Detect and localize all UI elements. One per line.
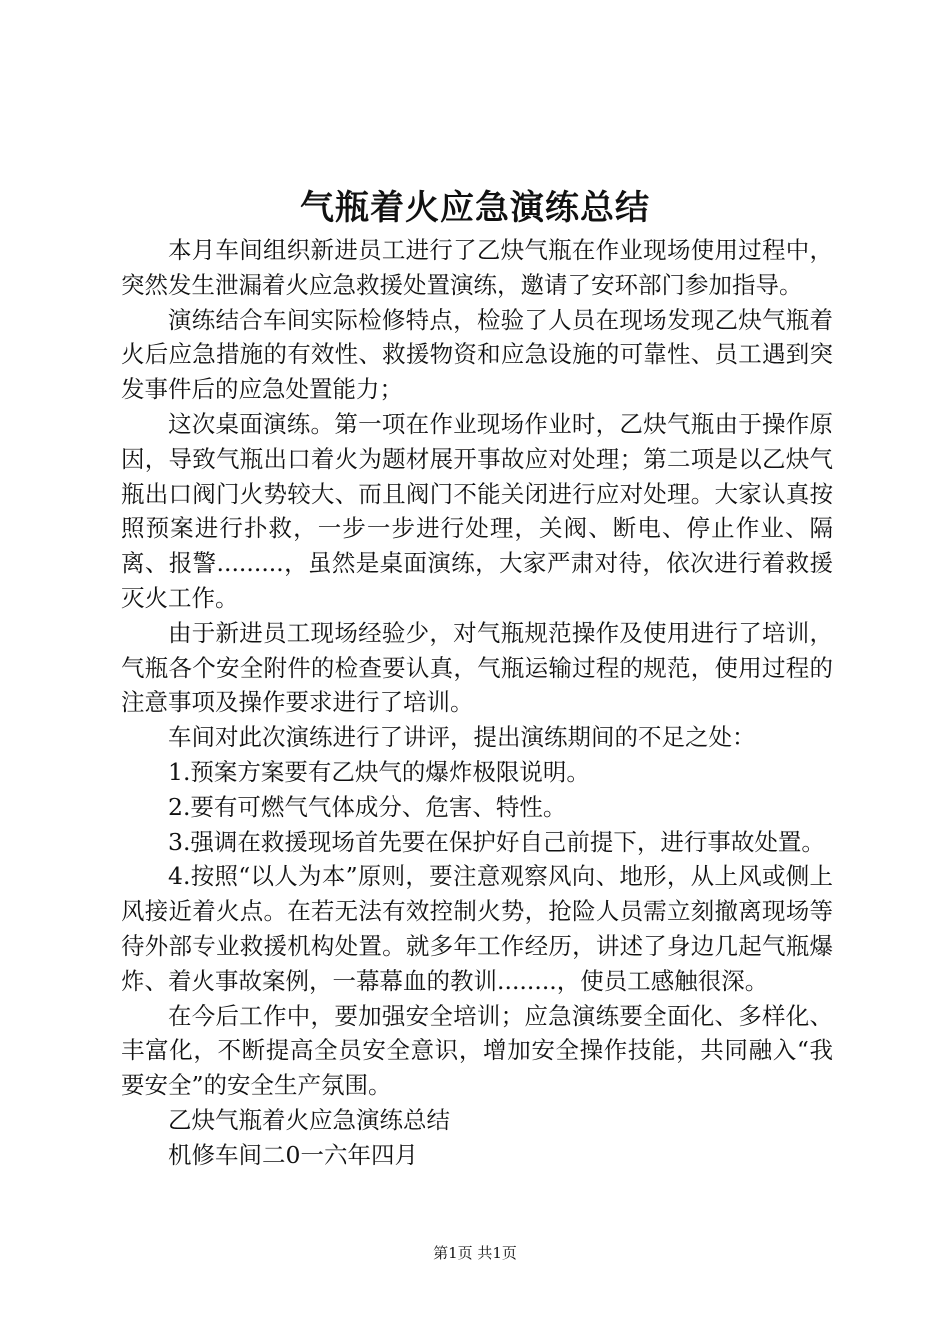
paragraph-conclusion: 在今后工作中，要加强安全培训；应急演练要全面化、多样化、丰富化，不断提高全员安全意识，增加安全操作技能，共同融入“我要安全”的安全生产氛围。 [121,1001,833,1100]
document-body [121,233,833,1173]
signature-title: 乙炔气瓶着火应急演练总结 [168,1105,450,1134]
signature-date: 机修车间二0一六年四月 [168,1140,418,1169]
list-item-1: 1.预案方案要有乙炔气的爆炸极限说明。 [168,757,590,786]
list-item-2: 2.要有可燃气气体成分、危害、特性。 [168,792,567,821]
paragraph-intro: 本月车间组织新进员工进行了乙炔气瓶在作业现场使用过程中，突然发生泄漏着火应急救援处置演练，邀请了安环部门参加指导。 [121,236,833,299]
list-item-4: 4.按照“以人为本”原则，要注意观察风向、地形，从上风或侧上风接近着火点。在若无法有效控制火势，抢险人员需立刻撤离现场等待外部专业救援机构处置。就多年工作经历，讲述了身边几起气瓶爆炸、着火事故案例，一幕幕血的教训........，使员工感触很深。 [121,862,833,995]
paragraph-purpose: 演练结合车间实际检修特点，检验了人员在现场发现乙炔气瓶着火后应急措施的有效性、救援物资和应急设施的可靠性、员工遇到突发事件后的应急处置能力； [121,305,833,404]
page-footer: 第1页 共1页 [433,1244,517,1262]
list-item-3: 3.强调在救援现场首先要在保护好自己前提下，进行事故处置。 [168,827,825,856]
document-title: 气瓶着火应急演练总结 [300,188,650,228]
paragraph-review: 车间对此次演练进行了讲评，提出演练期间的不足之处： [168,723,756,752]
paragraph-training: 由于新进员工现场经验少，对气瓶规范操作及使用进行了培训，气瓶各个安全附件的检查要认真，气瓶运输过程的规范，使用过程的注意事项及操作要求进行了培训。 [121,618,833,717]
paragraph-drill-process: 这次桌面演练。第一项在作业现场作业时，乙炔气瓶由于操作原因，导致气瓶出口着火为题材展开事故应对处理；第二项是以乙炔气瓶出口阀门火势较大、而且阀门不能关闭进行应对处理。大家认真按照预案进行扑救，一步一步进行处理，关阀、断电、停止作业、隔离、报警.........，虽然是桌面演练，大家严肃对待，依次进行着救援灭火工作。 [121,409,833,612]
